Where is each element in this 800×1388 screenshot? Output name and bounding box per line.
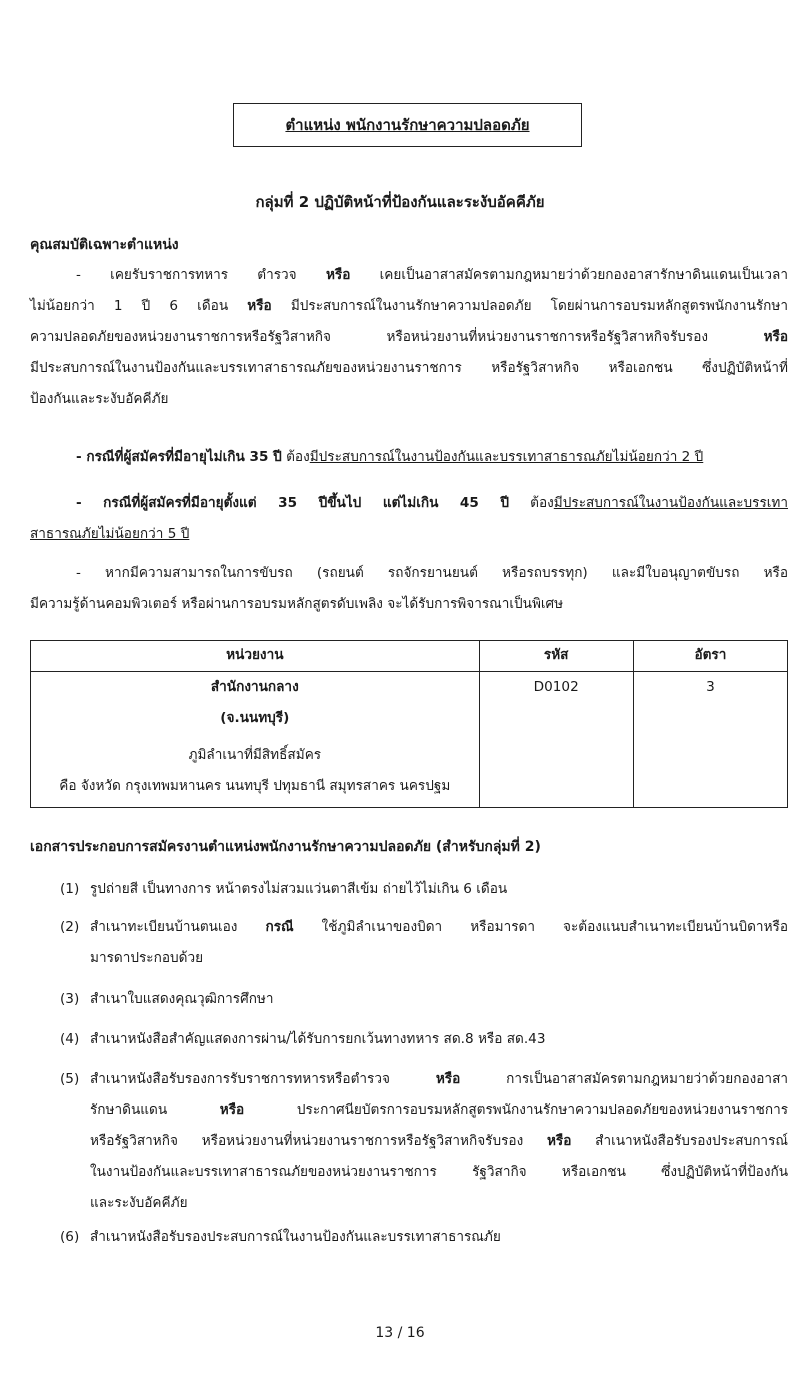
unit-province: (จ.นนทบุรี)	[220, 710, 290, 726]
item2-line-2: มารดาประกอบด้วย	[90, 950, 204, 966]
para1-line-5: ป้องกันและระงับอัคคีภัย	[30, 391, 169, 407]
item-text: สำเนาหนังสือรับรองประสบการณ์ในงานป้องกันและบรรเทาสาธารณภัย	[90, 1229, 501, 1245]
qualification-paragraph-1	[30, 260, 788, 415]
para3-line-1: - กรณีที่ผู้สมัครที่มีอายุตั้งแต่ 35 ปีขึ้นไป แต่ไม่เกิน 45 ปี ต้องมีประสบการณ์ในงานป้องกันและบรรเทา	[76, 495, 789, 511]
rate-value: 3	[706, 679, 715, 695]
page-number: 13 / 16	[375, 1325, 425, 1341]
para1-line-4: มีประสบการณ์ในงานป้องกันและบรรเทาสาธารณภัยของหน่วยงานราชการ หรือรัฐวิสาหกิจ หรือเอกชน ซึ่งปฏิบัติหน้าที่	[30, 360, 788, 376]
item2-line-1: สำเนาทะเบียนบ้านตนเอง กรณี ใช้ภูมิลำเนาของบิดา หรือมารดา จะต้องแนบสำเนาทะเบียนบ้านบิดาหรือ	[90, 919, 788, 935]
code-cell	[479, 672, 633, 808]
unit-cell	[31, 672, 480, 808]
item-number: (4)	[60, 1031, 80, 1047]
item5-line-4: ในงานป้องกันและบรรเทาสาธารณภัยของหน่วยงานราชการ รัฐวิสากิจ หรือเอกชน ซึ่งปฏิบัติหน้าที่ป้องกัน	[90, 1164, 788, 1180]
title-box	[233, 103, 582, 147]
table-header-row	[31, 641, 788, 672]
qualification-paragraph-4	[30, 558, 788, 620]
unit-name: สำนักงานกลาง	[210, 679, 299, 695]
item-number: (1)	[60, 881, 80, 897]
code-value: D0102	[533, 679, 579, 695]
rate-cell	[633, 672, 787, 808]
item-text: สำเนาหนังสือสำคัญแสดงการผ่าน/ได้รับการยกเว้นทางทหาร สด.8 หรือ สด.43	[90, 1031, 546, 1047]
header-rate: อัตรา	[633, 641, 787, 672]
header-code: รหัส	[479, 641, 633, 672]
item5-line-2: รักษาดินแดน หรือ ประกาศนียบัตรการอบรมหลักสูตรพนักงานรักษาความปลอดภัยของหน่วยงานราชการ	[90, 1102, 789, 1118]
para1-line-3: ความปลอดภัยของหน่วยงานราชการหรือรัฐวิสาหกิจ หรือหน่วยงานที่หน่วยงานราชการหรือรัฐวิสาหกิจรับรอง หรือ	[30, 329, 788, 345]
table-row	[31, 672, 788, 808]
para2-line-1: - กรณีที่ผู้สมัครที่มีอายุไม่เกิน 35 ปี ต้องมีประสบการณ์ในงานป้องกันและบรรเทาสาธารณภัยไม่น้อยกว่า 2 ปี	[76, 449, 704, 465]
item-text: รูปถ่ายสี เป็นทางการ หน้าตรงไม่สวมแว่นตาสีเข้ม ถ่ายไว้ไม่เกิน 6 เดือน	[90, 881, 508, 897]
positions-table	[30, 640, 788, 808]
item-text: สำเนาใบแสดงคุณวุฒิการศึกษา	[90, 991, 274, 1007]
item-text	[90, 912, 788, 974]
qualifications-heading: คุณสมบัติเฉพาะตำแหน่ง	[30, 237, 179, 253]
item-number: (2)	[60, 919, 80, 935]
para3-line-2: สาธารณภัยไม่น้อยกว่า 5 ปี	[30, 526, 190, 542]
para1-line-2: ไม่น้อยกว่า 1 ปี 6 เดือน หรือ มีประสบการณ์ในงานรักษาความปลอดภัย โดยผ่านการอบรมหลักสูตรพนักงานรักษา	[30, 298, 788, 314]
item-number: (3)	[60, 991, 80, 1007]
qualification-paragraph-3	[30, 488, 788, 550]
domicile-label: ภูมิลำเนาที่มีสิทธิ์สมัคร	[188, 747, 322, 763]
item-number: (5)	[60, 1071, 80, 1087]
item-number: (6)	[60, 1229, 80, 1245]
header-unit: หน่วยงาน	[31, 641, 480, 672]
para4-line-2: มีความรู้ด้านคอมพิวเตอร์ หรือผ่านการอบรมหลักสูตรดับเพลิง จะได้รับการพิจารณาเป็นพิเศษ	[30, 596, 564, 612]
item5-line-1: สำเนาหนังสือรับรองการรับราชการทหารหรือตำรวจ หรือ การเป็นอาสาสมัครตามกฎหมายว่าด้วยกองอาสา	[90, 1071, 788, 1087]
item5-line-5: และระงับอัคคีภัย	[90, 1195, 188, 1211]
item-text	[90, 1064, 788, 1219]
para4-line-1: - หากมีความสามารถในการขับรถ (รถยนต์ รถจักรยานยนต์ หรือรถบรรทุก) และมีใบอนุญาตขับรถ หรือ	[76, 565, 788, 581]
qualification-paragraph-2	[30, 442, 788, 473]
page-title: ตำแหน่ง พนักงานรักษาความปลอดภัย	[285, 115, 530, 134]
domicile-list: คือ จังหวัด กรุงเทพมหานคร นนทบุรี ปทุมธานี สมุทรสาคร นครปฐม	[59, 778, 451, 794]
group-subtitle: กลุ่มที่ 2 ปฏิบัติหน้าที่ป้องกันและระงับอัคคีภัย	[255, 193, 545, 211]
item5-line-3: หรือรัฐวิสาหกิจ หรือหน่วยงานที่หน่วยงานราชการหรือรัฐวิสาหกิจรับรอง หรือ สำเนาหนังสือรับรองประสบการณ์	[90, 1133, 788, 1149]
documents-heading: เอกสารประกอบการสมัครงานตำแหน่งพนักงานรักษาความปลอดภัย (สำหรับกลุ่มที่ 2)	[30, 839, 541, 855]
para1-line-1: - เคยรับราชการทหาร ตำรวจ หรือ เคยเป็นอาสาสมัครตามกฎหมายว่าด้วยกองอาสารักษาดินแดนเป็นเวลา	[76, 267, 789, 283]
